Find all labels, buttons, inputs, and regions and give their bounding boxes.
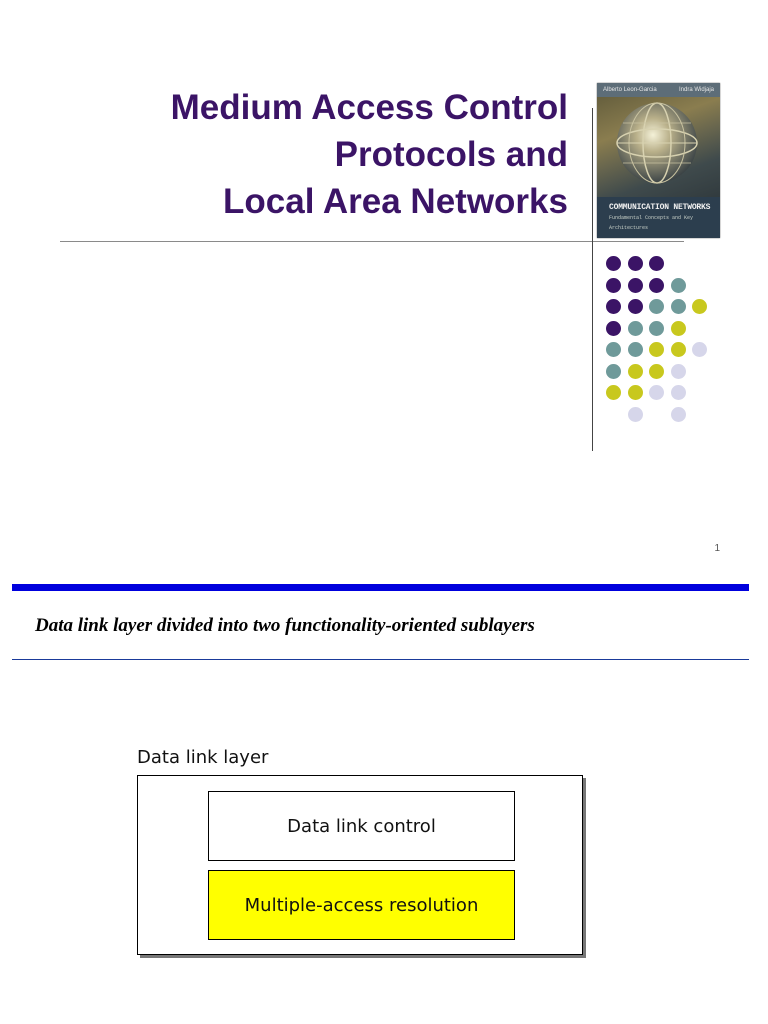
slide-title-line-3: Local Area Networks [223, 182, 568, 221]
slide-title-line-2: Protocols and [334, 135, 568, 174]
decorative-dot [606, 385, 621, 400]
decorative-dot [649, 364, 664, 379]
slide-title-line-1: Medium Access Control [170, 88, 568, 127]
decorative-dot [628, 321, 643, 336]
decorative-dot [628, 407, 643, 422]
decorative-dot [671, 385, 686, 400]
decorative-dot [649, 321, 664, 336]
book-cover-authors [597, 83, 720, 97]
decorative-dot [628, 342, 643, 357]
data-link-control-box [208, 791, 515, 861]
diagram-label: Data link layer [137, 747, 269, 768]
multiple-access-resolution-label: Multiple-access resolution [244, 894, 479, 916]
decorative-dot [649, 256, 664, 271]
decorative-dot [606, 364, 621, 379]
book-cover-image [597, 83, 720, 238]
decorative-dot [649, 385, 664, 400]
decorative-dot [628, 278, 643, 293]
book-title: COMMUNICATION NETWORKS [609, 203, 711, 212]
horizontal-divider [60, 241, 684, 242]
decorative-dot [649, 299, 664, 314]
decorative-dot [606, 256, 621, 271]
decorative-dot [649, 278, 664, 293]
decorative-dot [671, 278, 686, 293]
heading-underline [12, 659, 749, 660]
decorative-dot [606, 299, 621, 314]
globe-icon [615, 101, 699, 185]
decorative-dot [692, 342, 707, 357]
book-cover-title-block [597, 197, 720, 238]
multiple-access-resolution-box [208, 870, 515, 940]
book-author-left: Alberto Leon-Garcia [603, 87, 657, 93]
decorative-dot [628, 385, 643, 400]
decorative-dot [671, 364, 686, 379]
decorative-dot [671, 299, 686, 314]
book-author-right: Indra Widjaja [678, 87, 714, 93]
slide-heading: Data link layer divided into two functionality-oriented sublayers [35, 615, 535, 636]
slide-header-bar [12, 584, 749, 591]
decorative-dot [649, 342, 664, 357]
data-link-control-label: Data link control [287, 815, 436, 837]
decorative-dot [628, 256, 643, 271]
vertical-divider [592, 108, 593, 451]
decorative-dot [606, 321, 621, 336]
decorative-dot [692, 299, 707, 314]
decorative-dot [606, 278, 621, 293]
decorative-dot [628, 299, 643, 314]
book-subtitle: Fundamental Concepts and Key Architectures [609, 215, 694, 231]
decorative-dot [628, 364, 643, 379]
decorative-dot [671, 407, 686, 422]
decorative-dot [671, 342, 686, 357]
page-number: 1 [714, 543, 720, 554]
decorative-dot [671, 321, 686, 336]
decorative-dot [606, 342, 621, 357]
